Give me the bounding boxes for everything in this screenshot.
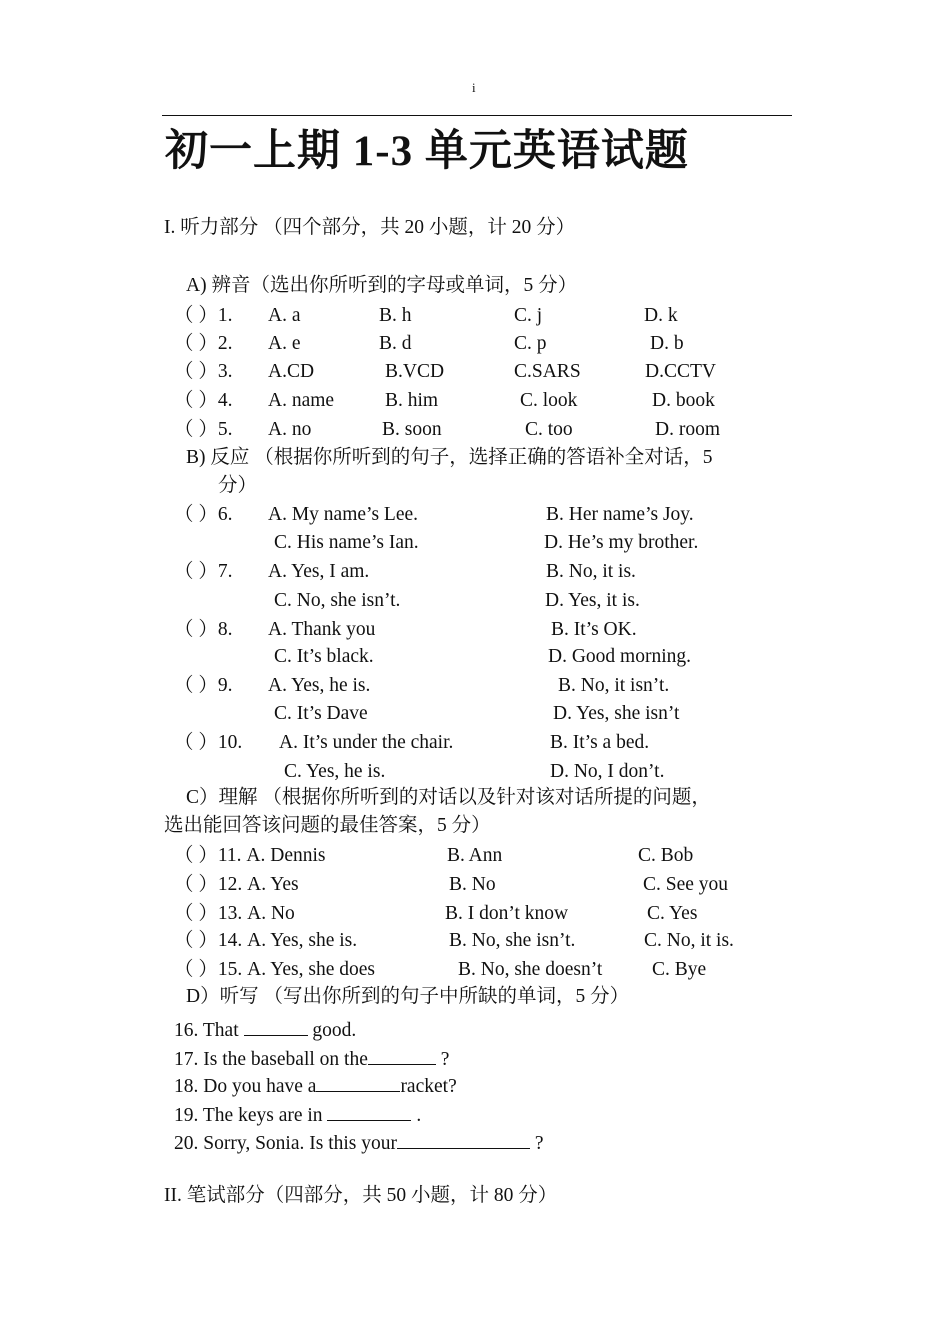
dictation-item [174, 1015, 356, 1043]
question-number-option-a: （ ）12. A. Yes [174, 874, 299, 895]
option-c: C. Bob [638, 845, 694, 866]
question-number: （ ）9. [174, 675, 233, 696]
option-c: C. No, she isn’t. [274, 590, 401, 611]
option-d: D. Good morning. [548, 646, 691, 667]
question-number: （ ）1. [174, 305, 233, 326]
option-b: B. It’s OK. [551, 619, 637, 640]
option-d: D. He’s my brother. [544, 532, 699, 553]
dictation-text-before: 17. Is the baseball on the [174, 1049, 368, 1070]
option-b: B. Ann [447, 845, 503, 866]
question-number: （ ）5. [174, 419, 233, 440]
dictation-text-before: 19. The keys are in [174, 1105, 328, 1126]
dictation-item [174, 1071, 457, 1099]
sectionD-heading: D）听写 （写出你所到的句子中所缺的单词，5 分） [186, 986, 630, 1007]
option-a: A. Yes, I am. [268, 561, 370, 582]
question-number: （ ）7. [174, 561, 233, 582]
option-a: A. My name’s Lee. [268, 504, 419, 525]
dictation-text-after: ? [435, 1049, 450, 1070]
sectionA-heading: A) 辨音（选出你所听到的字母或单词，5 分） [186, 275, 578, 296]
option-b: B. It’s a bed. [550, 732, 650, 753]
option-c: C. j [514, 305, 543, 326]
option-b: B. h [379, 305, 412, 326]
option-c: C.SARS [514, 361, 581, 382]
option-b: B. soon [382, 419, 442, 440]
part1-heading: I. 听力部分 （四个部分，共 20 小题，计 20 分） [164, 217, 576, 238]
option-d: D. k [644, 305, 678, 326]
option-d: D. No, I don’t. [550, 761, 665, 782]
dictation-item [174, 1044, 449, 1072]
option-a: A. Yes, he is. [268, 675, 371, 696]
dictation-text-after: good. [307, 1020, 357, 1041]
option-b: B. Her name’s Joy. [546, 504, 694, 525]
option-b: B. No, she isn’t. [449, 930, 576, 951]
option-d: D.CCTV [645, 361, 716, 382]
question-number: （ ）3. [174, 361, 233, 382]
option-c: C. Yes [647, 903, 698, 924]
dictation-text-before: 18. Do you have a [174, 1076, 317, 1097]
answer-blank[interactable] [327, 1100, 411, 1121]
option-c: C. No, it is. [644, 930, 734, 951]
dictation-text-after: . [411, 1105, 422, 1126]
dictation-text-after: racket? [400, 1076, 457, 1097]
option-b: B.VCD [385, 361, 445, 382]
option-c: C. p [514, 333, 547, 354]
answer-blank[interactable] [368, 1044, 436, 1065]
option-a: A. Thank you [268, 619, 376, 640]
sectionC-heading: C）理解 （根据你所听到的对话以及针对该对话所提的问题， [186, 787, 711, 808]
option-a: A.CD [268, 361, 315, 382]
option-a: A. a [268, 305, 301, 326]
option-d: D. room [655, 419, 720, 440]
option-d: D. Yes, it is. [545, 590, 640, 611]
dictation-item [174, 1100, 421, 1128]
option-b: B. No [449, 874, 496, 895]
option-d: D. b [650, 333, 684, 354]
question-number-option-a: （ ）15. A. Yes, she does [174, 959, 375, 980]
option-b: B. No, she doesn’t [458, 959, 603, 980]
option-a: A. It’s under the chair. [279, 732, 454, 753]
option-b: B. him [385, 390, 439, 411]
option-c: C. Bye [652, 959, 707, 980]
question-number: （ ）4. [174, 390, 233, 411]
part2-heading: II. 笔试部分（四部分，共 50 小题，计 80 分） [164, 1185, 558, 1206]
answer-blank[interactable] [244, 1015, 308, 1036]
page-number: i [472, 80, 476, 95]
header-rule [162, 115, 792, 116]
question-number: （ ）8. [174, 619, 233, 640]
question-number-option-a: （ ）11. A. Dennis [174, 845, 326, 866]
option-c: C. too [525, 419, 573, 440]
option-c: C. look [520, 390, 578, 411]
option-b: B. I don’t know [445, 903, 569, 924]
option-c: C. See you [643, 874, 729, 895]
sectionB-heading: B) 反应 （根据你所听到的句子，选择正确的答语补全对话，5 [186, 447, 713, 468]
dictation-text-before: 16. That [174, 1020, 244, 1041]
option-d: D. book [652, 390, 715, 411]
option-b: B. No, it isn’t. [558, 675, 670, 696]
option-c: C. It’s Dave [274, 703, 368, 724]
option-d: D. Yes, she isn’t [553, 703, 680, 724]
answer-blank[interactable] [397, 1128, 530, 1149]
dictation-item [174, 1128, 544, 1156]
question-number: （ ）10. [174, 732, 243, 753]
question-number-option-a: （ ）13. A. No [174, 903, 295, 924]
option-a: A. e [268, 333, 301, 354]
option-c: C. Yes, he is. [284, 761, 386, 782]
dictation-text-before: 20. Sorry, Sonia. Is this your [174, 1133, 397, 1154]
answer-blank[interactable] [316, 1071, 400, 1092]
document-title: 初一上期 1-3 单元英语试题 [165, 128, 689, 175]
question-number-option-a: （ ）14. A. Yes, she is. [174, 930, 358, 951]
option-b: B. d [379, 333, 412, 354]
option-c: C. His name’s Ian. [274, 532, 419, 553]
dictation-text-after: ? [529, 1133, 544, 1154]
sectionC-heading-cont: 选出能回答该问题的最佳答案，5 分） [164, 815, 491, 836]
option-a: A. no [268, 419, 312, 440]
question-number: （ ）2. [174, 333, 233, 354]
option-a: A. name [268, 390, 335, 411]
question-number: （ ）6. [174, 504, 233, 525]
option-b: B. No, it is. [546, 561, 636, 582]
sectionB-heading-cont: 分） [218, 475, 258, 496]
option-c: C. It’s black. [274, 646, 374, 667]
